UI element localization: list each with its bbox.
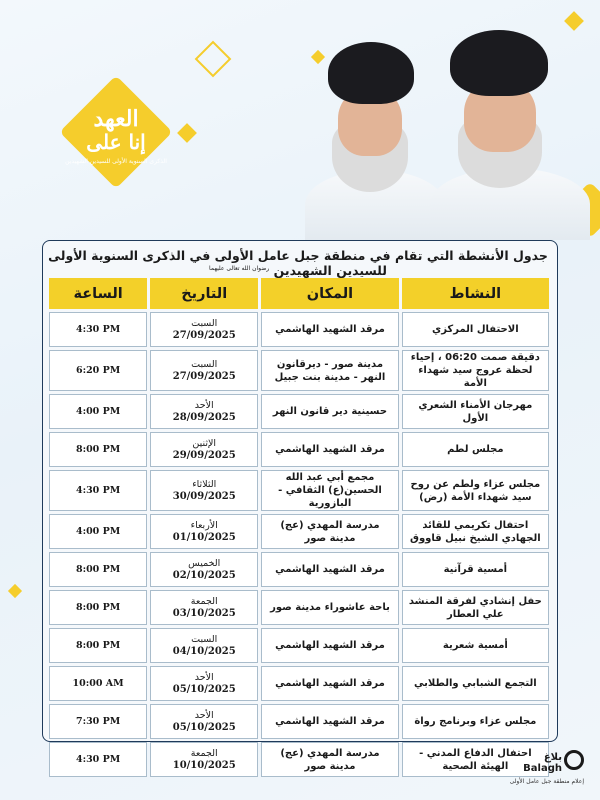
- cell-day-name: السبت: [191, 358, 218, 370]
- cell-time: 4:30 PM: [49, 470, 147, 511]
- cell-place: مدرسة المهدي (عج) مدينة صور: [261, 742, 398, 777]
- cell-day-name: الخميس: [188, 557, 221, 569]
- cell-time: 4:00 PM: [49, 514, 147, 549]
- cell-date: [150, 350, 258, 391]
- cell-day-name: السبت: [191, 317, 218, 329]
- cell-activity: أمسية شعرية: [402, 628, 549, 663]
- cell-activity: أمسية قرآنية: [402, 552, 549, 587]
- cell-activity: مجلس عزاء ولطم عن روح سيد شهداء الأمة (رض): [402, 470, 549, 511]
- table-row: [49, 470, 549, 511]
- cell-time: 4:30 PM: [49, 742, 147, 777]
- cell-date: [150, 470, 258, 511]
- cell-time: 8:00 PM: [49, 628, 147, 663]
- cell-date: [150, 628, 258, 663]
- cell-place: مدينة صور - ديرقانون النهر - مدينة بنت جبيل: [261, 350, 398, 391]
- cell-place: باحة عاشوراء مدينة صور: [261, 590, 398, 625]
- cell-date: [150, 552, 258, 587]
- table-header-row: [49, 278, 549, 309]
- cell-date: [150, 590, 258, 625]
- table-row: [49, 666, 549, 701]
- cell-date-value: 03/10/2025: [172, 607, 236, 619]
- schedule-title: [43, 248, 553, 278]
- cell-day-name: الأربعاء: [190, 519, 218, 531]
- cell-day-name: الجمعة: [190, 595, 218, 607]
- cell-date-value: 27/09/2025: [172, 329, 236, 341]
- cell-place: مرقد الشهيد الهاشمي: [261, 432, 398, 467]
- cell-time: 10:00 AM: [49, 666, 147, 701]
- brand-name-ar: بلاغ: [543, 752, 562, 763]
- cell-activity: الاحتفال المركزي: [402, 312, 549, 347]
- table-row: [49, 394, 549, 429]
- cell-activity: دقيقة صمت 06:20 ، إحياء لحظة عروج سيد شهداء الأمة: [402, 350, 549, 391]
- cell-day-name: الأحد: [194, 709, 214, 721]
- event-logo: [62, 78, 170, 186]
- schedule-title-text: جدول الأنشطة التي تقام في منطقة جبل عامل الأولى في الذكرى السنوية الأولى للسيدين الشهيدين: [48, 248, 548, 278]
- header-place: المكان: [261, 278, 398, 309]
- cell-place: مدرسة المهدي (عج) مدينة صور: [261, 514, 398, 549]
- cell-activity: مجلس عزاء وبرنامج رواة: [402, 704, 549, 739]
- cell-time: 6:20 PM: [49, 350, 147, 391]
- brand-name: [466, 752, 562, 774]
- table-row: [49, 514, 549, 549]
- logo-line-2: إنا على: [86, 130, 146, 154]
- decor-diamond-bottom-left: [8, 584, 22, 598]
- cell-time: 4:00 PM: [49, 394, 147, 429]
- cell-time: 7:30 PM: [49, 704, 147, 739]
- cell-date-value: 01/10/2025: [172, 531, 236, 543]
- table-row: [49, 432, 549, 467]
- header-activity: النشاط: [402, 278, 549, 309]
- cell-time: 4:30 PM: [49, 312, 147, 347]
- header-date: التاريخ: [150, 278, 258, 309]
- cell-date-value: 30/09/2025: [172, 490, 236, 502]
- portrait-right: [420, 18, 590, 240]
- table-body: [49, 312, 549, 777]
- cell-place: مرقد الشهيد الهاشمي: [261, 628, 398, 663]
- cell-date: [150, 666, 258, 701]
- cell-activity: مجلس لطم: [402, 432, 549, 467]
- decor-diamond-outline: [195, 41, 232, 78]
- cell-date: [150, 514, 258, 549]
- cell-activity: احتفال الدفاع المدني - الهيئة الصحية: [402, 742, 549, 777]
- cell-date-value: 04/10/2025: [172, 645, 236, 657]
- balagh-logo-icon: [564, 750, 584, 770]
- cell-activity: حفل إنشادي لفرقة المنشد علي العطار: [402, 590, 549, 625]
- cell-activity: احتفال تكريمي للقائد الجهادي الشيخ نبيل قاووق: [402, 514, 549, 549]
- cell-activity: التجمع الشبابي والطلابي: [402, 666, 549, 701]
- table-row: [49, 704, 549, 739]
- title-honorific: رضوان الله تعالى عليهما: [209, 264, 270, 272]
- table-row: [49, 590, 549, 625]
- schedule-table: [46, 275, 552, 780]
- brand-footer: [466, 748, 590, 792]
- cell-place: مرقد الشهيد الهاشمي: [261, 704, 398, 739]
- cell-place: حسينية دير قانون النهر: [261, 394, 398, 429]
- cell-day-name: الثلاثاء: [192, 478, 217, 490]
- header-time: الساعة: [49, 278, 147, 309]
- table-row: [49, 552, 549, 587]
- cell-day-name: الأحد: [194, 671, 214, 683]
- table-row: [49, 628, 549, 663]
- cell-place: مرقد الشهيد الهاشمي: [261, 552, 398, 587]
- table-row: [49, 350, 549, 391]
- cell-date-value: 28/09/2025: [172, 411, 236, 423]
- decor-diamond-left: [177, 123, 197, 143]
- cell-date-value: 27/09/2025: [172, 370, 236, 382]
- cell-date-value: 05/10/2025: [172, 683, 236, 695]
- brand-subtitle: إعلام منطقة جبل عامل الأولى: [509, 778, 584, 785]
- cell-date: [150, 432, 258, 467]
- cell-time: 8:00 PM: [49, 552, 147, 587]
- cell-time: 8:00 PM: [49, 432, 147, 467]
- cell-time: 8:00 PM: [49, 590, 147, 625]
- cell-place: مرقد الشهيد الهاشمي: [261, 666, 398, 701]
- cell-day-name: الجمعة: [190, 747, 218, 759]
- cell-day-name: الإثنين: [192, 437, 217, 449]
- cell-activity: مهرجان الأمناء الشعري الأول: [402, 394, 549, 429]
- cell-date: [150, 394, 258, 429]
- cell-day-name: السبت: [191, 633, 218, 645]
- cell-date: [150, 704, 258, 739]
- cell-date: [150, 742, 258, 777]
- cell-date-value: 05/10/2025: [172, 721, 236, 733]
- logo-line-1: العهد: [93, 106, 139, 132]
- cell-date-value: 29/09/2025: [172, 449, 236, 461]
- cell-place: مرقد الشهيد الهاشمي: [261, 312, 398, 347]
- cell-place: مجمع أبي عبد الله الحسين(ع) الثقافي - البازورية: [261, 470, 398, 511]
- cell-date: [150, 312, 258, 347]
- cell-date-value: 10/10/2025: [172, 759, 236, 771]
- logo-caption: الذكرى السنوية الأولى للسيدين الشهيدين: [65, 158, 167, 165]
- brand-name-en: Balagh: [523, 763, 562, 774]
- cell-date-value: 02/10/2025: [172, 569, 236, 581]
- cell-day-name: الأحد: [194, 399, 214, 411]
- table-row: [49, 312, 549, 347]
